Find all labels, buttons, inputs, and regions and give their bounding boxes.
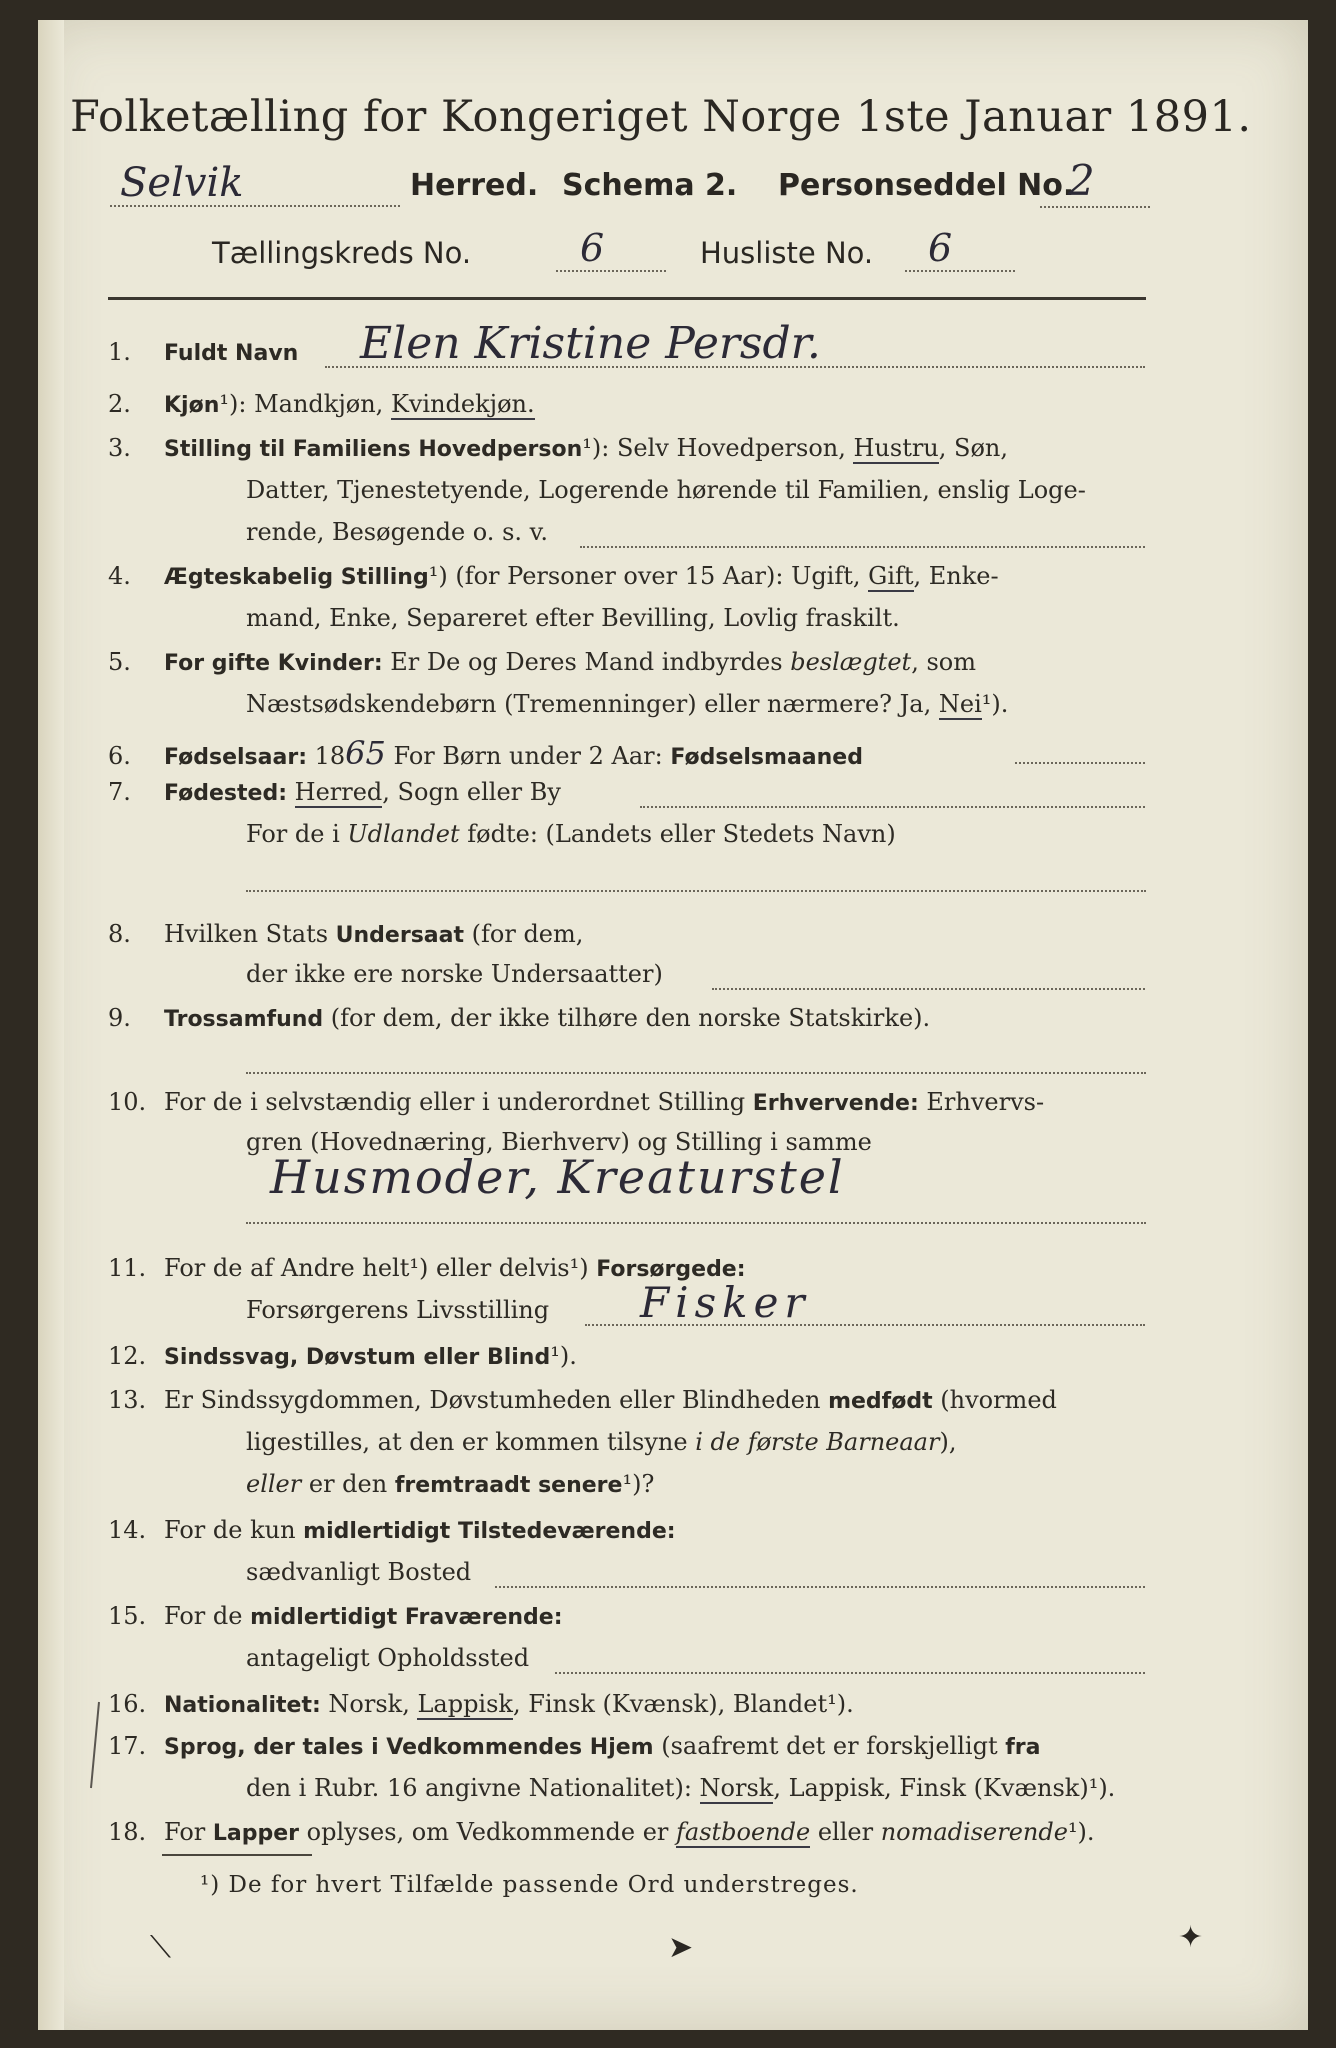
q18-row [108, 1818, 1095, 1846]
q6-text: 18 [307, 742, 346, 770]
q18-label: Lapper [212, 1821, 300, 1846]
q11-handwritten: Fisker [640, 1278, 811, 1327]
q3-number: 3. [108, 434, 131, 462]
q6-text-b: For Børn under 2 Aar: [385, 742, 671, 770]
q18-number: 18. [108, 1818, 147, 1846]
q13-line3-text: er den [301, 1470, 395, 1498]
q12-row [108, 1342, 577, 1370]
personseddel-dots [1040, 206, 1150, 208]
corner-mark-icon: ⟍ [150, 1930, 171, 1965]
q13-line3-italic: eller [246, 1470, 302, 1498]
q10-row [108, 1088, 1044, 1116]
q3-row [108, 434, 1008, 462]
q16-text: Norsk, [320, 1690, 418, 1718]
q6-label2: Fødselsmaaned [670, 745, 863, 770]
q15-line2: antageligt Opholdssted [246, 1644, 530, 1672]
q10-text-end: Erhvervs- [918, 1088, 1045, 1116]
kreds-dots [556, 270, 666, 272]
q5-text-end: , som [911, 648, 976, 676]
q2-row [108, 390, 535, 418]
q7-line2-italic: Udlandet [347, 820, 460, 848]
q4-number: 4. [108, 562, 131, 590]
q7-underlined-answer: Herred [294, 778, 383, 806]
q8-text-end: (for dem, [464, 920, 584, 948]
q9-number: 9. [108, 1004, 131, 1032]
q17-label2: fra [1005, 1735, 1041, 1760]
q9-row [108, 1004, 930, 1032]
kreds-handwritten: 6 [580, 226, 605, 270]
q11-line2: Forsørgerens Livsstilling [246, 1296, 550, 1324]
q9-dots [246, 1072, 1146, 1074]
q11-dots [585, 1324, 1145, 1326]
q4-text: ¹) (for Personer over 15 Aar): Ugift, [428, 562, 869, 590]
q6-handwritten-year: 65 [345, 734, 386, 772]
q18-text: For [164, 1818, 213, 1846]
q5-line2-end: ¹). [981, 690, 1009, 718]
q13-line3 [246, 1470, 654, 1498]
q15-dots [555, 1672, 1145, 1674]
q8-line2: der ikke ere norske Undersaatter) [246, 960, 663, 988]
q17-line2-end: , Lappisk, Finsk (Kvænsk)¹). [773, 1774, 1116, 1802]
q6-number: 6. [108, 742, 131, 770]
q7-label: Fødested: [164, 781, 287, 806]
footnote-rule [162, 1854, 312, 1856]
q17-underlined-answer: Norsk [699, 1774, 774, 1802]
q17-line2-text: den i Rubr. 16 angivne Nationalitet): [246, 1774, 700, 1802]
q13-line3-label: fremtraadt senere [394, 1473, 623, 1498]
q14-row [108, 1516, 676, 1544]
q8-number: 8. [108, 920, 131, 948]
q6-row [108, 734, 863, 772]
q15-text: For de [164, 1602, 251, 1630]
q3-text: ¹): Selv Hovedperson, [582, 434, 854, 462]
q3-underlined-answer: Hustru [853, 434, 939, 462]
q9-label: Trossamfund [164, 1007, 324, 1032]
q5-label: For gifte Kvinder: [164, 651, 383, 676]
q18-underlined-answer: fastboende [676, 1818, 811, 1846]
q5-underlined-answer: Nei [938, 690, 982, 718]
herred-handwritten: Selvik [120, 160, 244, 206]
q16-number: 16. [108, 1690, 147, 1718]
q13-text: Er Sindssygdommen, Døvstumheden eller Blindheden [164, 1386, 829, 1414]
q7-line2-end: fødte: (Landets eller Stedets Navn) [459, 820, 896, 848]
q1-dots [325, 366, 1145, 368]
q17-label: Sprog, der tales i Vedkommendes Hjem [164, 1735, 654, 1760]
q17-text: (saafremt det er forskjelligt [653, 1732, 1006, 1760]
header-rule [108, 297, 1146, 300]
q15-row [108, 1602, 563, 1630]
q14-label: midlertidigt Tilstedeværende: [303, 1519, 676, 1544]
husliste-dots [905, 270, 1015, 272]
q14-number: 14. [108, 1516, 147, 1544]
q13-label: medfødt [828, 1389, 933, 1414]
q18-italic: nomadiserende [880, 1818, 1068, 1846]
q7-line2-text: For de i [246, 820, 348, 848]
q7-text: , Sogn eller By [382, 778, 561, 806]
herred-label: Herred. [410, 168, 539, 203]
q16-row [108, 1690, 854, 1718]
check-mark-icon [85, 1700, 105, 1790]
personseddel-label: Personseddel No. [778, 168, 1075, 203]
q10-handwritten-occupation: Husmoder, Kreaturstel [270, 1150, 845, 1204]
q8-dots [712, 988, 1145, 990]
q10-dots [246, 1222, 1146, 1224]
q10-text: For de i selvstændig eller i underordnet Stilling [164, 1088, 753, 1116]
q2-number: 2. [108, 390, 131, 418]
q12-label: Sindssvag, Døvstum eller Blind [164, 1345, 551, 1370]
q4-label: Ægteskabelig Stilling [164, 565, 429, 590]
star-mark-icon: ✦ [1178, 1920, 1204, 1955]
q14-line2: sædvanligt Bosted [246, 1558, 472, 1586]
q3-label: Stilling til Familiens Hovedperson [164, 437, 583, 462]
q5-line2-text: Næstsødskendebørn (Tremenninger) eller nærmere? Ja, [246, 690, 939, 718]
q4-row [108, 562, 999, 590]
q7-dots [640, 806, 1145, 808]
q18-text-end: ¹). [1067, 1818, 1095, 1846]
q5-text: Er De og Deres Mand indbyrdes [382, 648, 791, 676]
q9-text: (for dem, der ikke tilhøre den norske Statskirke). [323, 1004, 931, 1032]
q7-space [287, 778, 295, 806]
q7-number: 7. [108, 778, 131, 806]
paper-edge [38, 20, 64, 2030]
q16-text-end: , Finsk (Kvænsk), Blandet¹). [512, 1690, 854, 1718]
q4-text-end: , Enke- [913, 562, 999, 590]
husliste-handwritten: 6 [928, 226, 953, 270]
q6-dots [1015, 762, 1145, 764]
q12-number: 12. [108, 1342, 147, 1370]
q11-label: Forsørgede: [596, 1257, 746, 1282]
q8-label: Undersaat [335, 923, 465, 948]
q13-line3-end: ¹)? [622, 1470, 655, 1498]
q2-sup: ¹ [219, 390, 229, 418]
q18-text-b: oplyses, om Vedkommende er [299, 1818, 676, 1846]
q3-text-end: , Søn, [938, 434, 1008, 462]
kreds-label: Tællingskreds No. [212, 236, 472, 270]
q15-number: 15. [108, 1602, 147, 1630]
q11-text: For de af Andre helt¹) eller delvis¹) [164, 1254, 597, 1282]
q17-number: 17. [108, 1732, 147, 1760]
q3-line2: Datter, Tjenestetyende, Logerende hørende til Familien, enslig Loge- [246, 476, 1086, 504]
q5-number: 5. [108, 648, 131, 676]
q15-label: midlertidigt Fraværende: [250, 1605, 563, 1630]
personseddel-handwritten: 2 [1068, 156, 1095, 205]
q13-line2-text: ligestilles, at den er kommen tilsyne [246, 1428, 696, 1456]
form-title: Folketælling for Kongeriget Norge 1ste Januar 1891. [70, 92, 1252, 142]
q17-line2 [246, 1774, 1115, 1802]
q14-dots [495, 1586, 1145, 1588]
schema-label: Schema 2. [562, 168, 738, 203]
q13-line2 [246, 1428, 956, 1456]
q4-underlined-answer: Gift [868, 562, 914, 590]
q11-number: 11. [108, 1254, 147, 1282]
q13-text-end: (hvormed [932, 1386, 1057, 1414]
arrow-mark-icon: ➤ [668, 1930, 694, 1965]
q12-text: ¹). [550, 1342, 577, 1370]
husliste-label: Husliste No. [700, 236, 874, 270]
q10-label: Erhvervende: [752, 1091, 919, 1116]
q4-line2: mand, Enke, Separeret efter Bevilling, Lovlig fraskilt. [246, 604, 900, 632]
q18-text-c: eller [810, 1818, 881, 1846]
q1-label: Fuldt Navn [164, 341, 299, 366]
q1-row [108, 338, 298, 366]
q7-dots-2 [246, 890, 1146, 892]
q8-row [108, 920, 583, 948]
q10-line2: gren (Hovednæring, Bierhverv) og Stilling i samme [246, 1128, 872, 1156]
q13-number: 13. [108, 1386, 147, 1414]
footnote: ¹) De for hvert Tilfælde passende Ord understreges. [200, 1872, 859, 1898]
q5-row [108, 648, 976, 676]
q2-label: Kjøn [164, 393, 220, 418]
q1-number: 1. [108, 338, 131, 366]
q16-label: Nationalitet: [164, 1693, 321, 1718]
q8-text: Hvilken Stats [164, 920, 336, 948]
q17-row [108, 1732, 1041, 1760]
q3-line3: rende, Besøgende o. s. v. [246, 518, 548, 546]
q5-italic: beslægtet [790, 648, 912, 676]
q13-line2-italic: i de første Barneaar [695, 1428, 940, 1456]
q1-handwritten-name: Elen Kristine Persdr. [360, 318, 821, 369]
q13-line2-end: ), [939, 1428, 957, 1456]
q16-underlined-answer: Lappisk [417, 1690, 513, 1718]
q2-text: ): Mandkjøn, [229, 390, 391, 418]
q3-dots [580, 546, 1145, 548]
q13-row [108, 1386, 1057, 1414]
q7-line2 [246, 820, 896, 848]
herred-dots [110, 205, 400, 207]
q14-text: For de kun [164, 1516, 304, 1544]
q10-number: 10. [108, 1088, 147, 1116]
q7-row [108, 778, 561, 806]
q2-underlined-answer: Kvindekjøn. [390, 390, 535, 418]
q6-label: Fødselsaar: [164, 745, 307, 770]
q5-line2 [246, 690, 1008, 718]
